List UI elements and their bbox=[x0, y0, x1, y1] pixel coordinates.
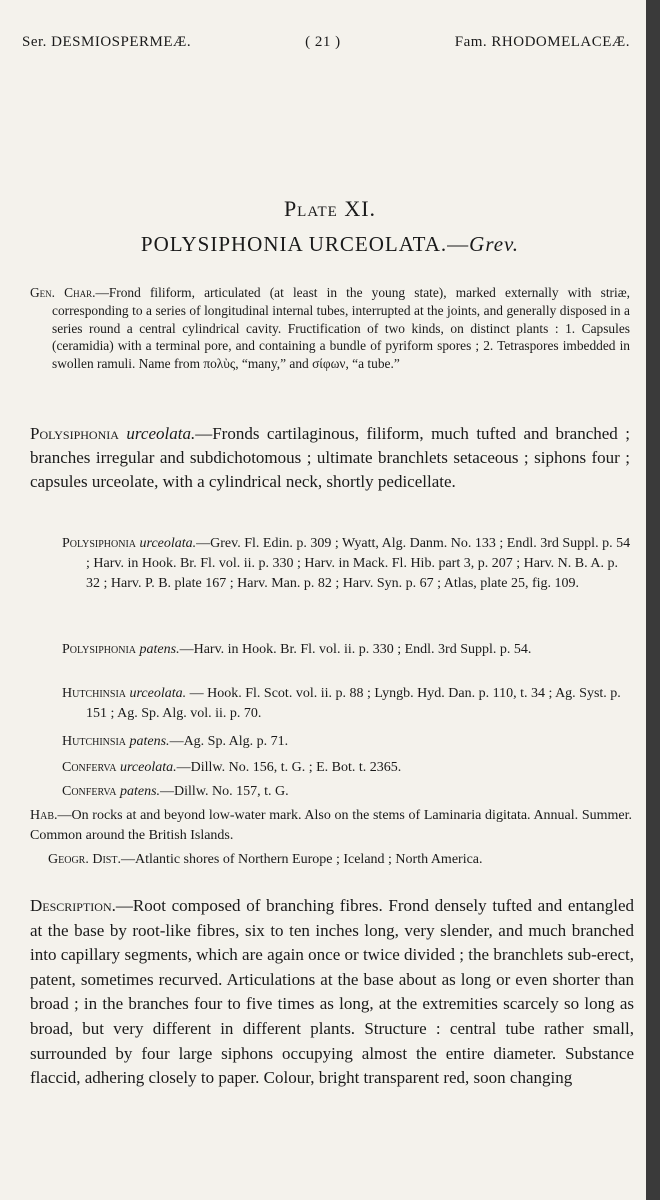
habitat-label: Hab. bbox=[30, 808, 58, 823]
description-label: Description. bbox=[30, 896, 116, 915]
synonym-entry bbox=[62, 782, 632, 802]
gen-char-text: —Frond filiform, articulated (at least in the young state), marked externally with striæ, corresponding to a series of longitudinal internal tubes, interrupted at the joints, and generally disposed in a series round a central cylindrical cavity. Fructification of two kinds, on distinct plants : 1. Capsules (ceramidia) with a terminal pore, and containing a bundle of pyriform spores ; 2. Tetraspores imbedded in swollen ramuli. Name from πολὺς, “many,” and σίφων, “a tube.” bbox=[52, 285, 630, 372]
synonym-genus: Hutchinsia bbox=[62, 686, 126, 701]
geogr-text: —Atlantic shores of Northern Europe ; Iceland ; North America. bbox=[120, 852, 483, 867]
habitat-text: —On rocks at and beyond low-water mark. Also on the stems of Laminaria digitata. Annual. Summer. Common around the British Islands. bbox=[30, 808, 632, 843]
synonym-refs: —Grev. Fl. Edin. p. 309 ; Wyatt, Alg. Danm. No. 133 ; Endl. 3rd Suppl. p. 54 ; Harv. in Hook. Br. Fl. vol. ii. p. 330 ; Harv. in Mack. Fl. Hib. part 3, p. 207 ; Harv. N. B. A. p. 32 ; Harv. P. B. plate 167 ; Harv. Man. p. 82 ; Harv. Syn. p. 67 ; Atlas, plate 25, fig. 109. bbox=[86, 536, 631, 591]
synonym-entry bbox=[62, 758, 632, 778]
synonym-entry bbox=[62, 534, 632, 594]
diagnosis-epithet: urceolata. bbox=[126, 424, 196, 443]
synonym-genus: Conferva bbox=[62, 784, 117, 799]
description-paragraph bbox=[30, 894, 634, 1091]
diagnosis-text: —Fronds cartilaginous, filiform, much tufted and branched ; branches irregular and subdichotomous ; ultimate branchlets setaceous ; siphons four ; capsules urceolate, with a cylindrical neck, shortly pedicellate. bbox=[30, 424, 631, 491]
plate-title: Plate XI. bbox=[283, 196, 377, 221]
geogr-label: Geogr. Dist. bbox=[48, 852, 121, 867]
page-edge-shadow bbox=[646, 0, 660, 1200]
header-family: Fam. RHODOMELACEÆ. bbox=[454, 34, 630, 50]
header-series: Ser. DESMIOSPERMEÆ. bbox=[22, 34, 192, 50]
synonym-refs: —Dillw. No. 157, t. G. bbox=[160, 784, 289, 799]
synonym-entry bbox=[62, 684, 632, 724]
synonym-epithet: urceolata. bbox=[119, 760, 177, 775]
synonym-refs: —Dillw. No. 156, t. G. ; E. Bot. t. 2365. bbox=[176, 760, 402, 775]
synonym-genus: Polysiphonia bbox=[62, 642, 137, 657]
synonym-entry bbox=[62, 732, 632, 752]
synonym-refs: — Hook. Fl. Scot. vol. ii. p. 88 ; Lyngb. Hyd. Dan. p. 110, t. 34 ; Ag. Syst. p. 151 ; Ag. Sp. Alg. vol. ii. p. 70. bbox=[86, 686, 621, 721]
synonym-epithet: urceolata. bbox=[139, 536, 197, 551]
gen-char-label: Gen. Char. bbox=[30, 285, 96, 300]
species-diagnosis bbox=[30, 422, 630, 494]
synonym-entry bbox=[62, 640, 632, 660]
synonym-epithet: urceolata. bbox=[129, 686, 187, 701]
synonym-genus: Conferva bbox=[62, 760, 117, 775]
description-text: —Root composed of branching fibres. Frond densely tufted and entangled at the base by root-like fibres, six to ten inches long, very slender, and much branched into capillary segments, which are again once or twice divided ; the branchlets sub-erect, patent, sometimes recurved. Articulations at the base about as long or even shorter than broad ; in the branches four to five times as long, at the extremities scarcely so long as broad, but very different in different plants. Structure : central tube rather small, surrounded by four large siphons occupying almost the entire diameter. Substance flaccid, adhering closely to paper. Colour, bright transparent red, soon changing bbox=[30, 896, 634, 1088]
generic-character bbox=[30, 284, 630, 373]
running-header bbox=[22, 34, 630, 51]
geographic-distribution bbox=[48, 850, 628, 870]
synonym-epithet: patens. bbox=[129, 734, 170, 749]
species-heading bbox=[0, 232, 660, 257]
diagnosis-genus: Polysiphonia bbox=[30, 424, 119, 443]
page-number: ( 21 ) bbox=[305, 34, 341, 50]
species-author: Grev. bbox=[469, 232, 520, 256]
synonym-refs: —Harv. in Hook. Br. Fl. vol. ii. p. 330 ; Endl. 3rd Suppl. p. 54. bbox=[179, 642, 532, 657]
synonym-epithet: patens. bbox=[119, 784, 161, 799]
species-name: POLYSIPHONIA URCEOLATA.— bbox=[140, 232, 470, 256]
synonym-genus: Hutchinsia bbox=[62, 734, 126, 749]
synonym-genus: Polysiphonia bbox=[62, 536, 137, 551]
habitat-paragraph bbox=[30, 806, 632, 846]
synonym-epithet: patens. bbox=[139, 642, 180, 657]
synonym-refs: —Ag. Sp. Alg. p. 71. bbox=[169, 734, 289, 749]
